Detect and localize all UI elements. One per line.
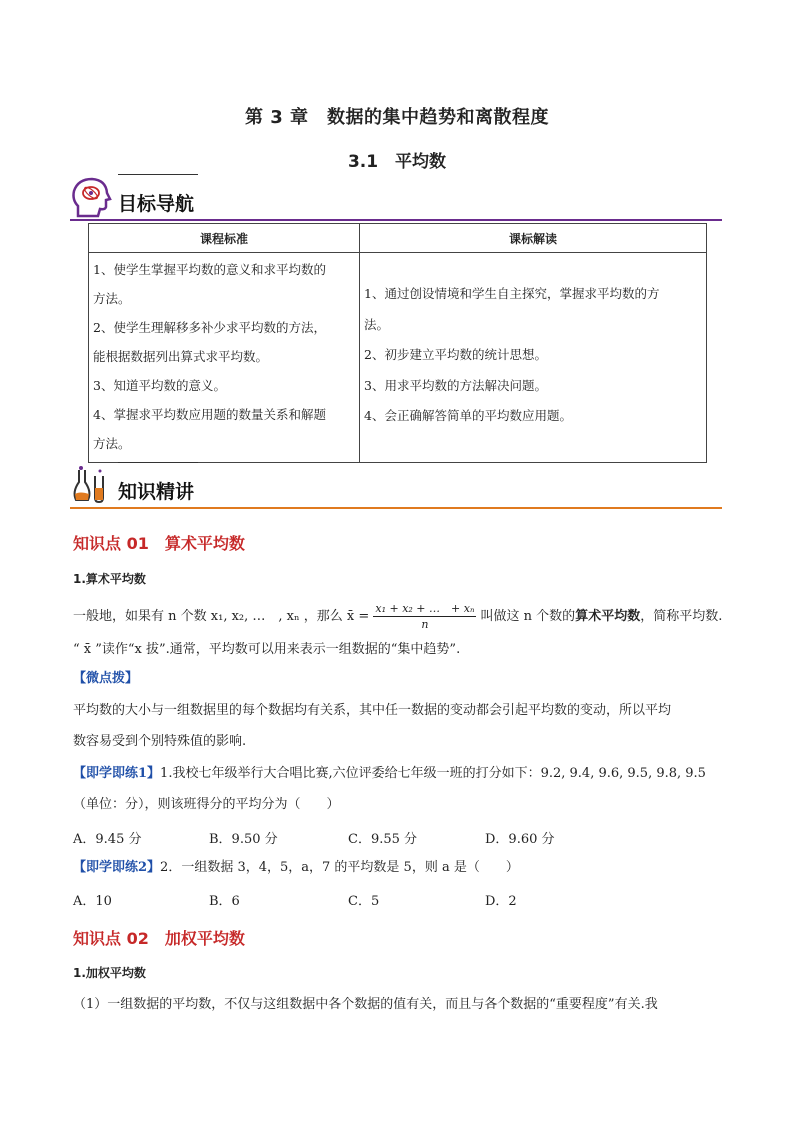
mean-formula bbox=[373, 601, 476, 632]
banner-goals-label: 目标导航 bbox=[118, 193, 195, 215]
banner-knowledge bbox=[70, 462, 722, 506]
exercise-1-option[interactable]: A．9.45 分 bbox=[73, 832, 142, 847]
banner-goals-rule bbox=[70, 219, 722, 221]
interpretation-line: 法。 bbox=[364, 316, 390, 332]
head-brain-icon bbox=[70, 176, 112, 218]
standard-line: 方法。 bbox=[93, 436, 131, 451]
kp2-heading: 知识点 02 加权平均数 bbox=[73, 929, 245, 948]
standard-line: 4、掌握求平均数应用题的数量关系和解题 bbox=[93, 407, 326, 422]
kp1-reading-note: “ x̄ ”读作“x 拔”.通常，平均数可以用来表示一组数据的“集中趋势”. bbox=[73, 642, 461, 657]
interpretation-line: 2、初步建立平均数的统计思想。 bbox=[364, 347, 547, 362]
banner-goals bbox=[70, 174, 722, 218]
kp2-subheading: 1.加权平均数 bbox=[73, 966, 146, 980]
exercise-2-option[interactable]: C．5 bbox=[348, 894, 380, 909]
interpretation-line: 3、用求平均数的方法解决问题。 bbox=[364, 377, 547, 393]
standard-line: 2、使学生理解移多补少求平均数的方法， bbox=[93, 320, 326, 335]
exercise-1-line2: （单位：分），则该班得分的平均分为（ ） bbox=[73, 797, 340, 812]
section-title: 3.1 平均数 bbox=[347, 152, 447, 172]
exercise-1-text: 1.我校七年级举行大合唱比赛,六位评委给七年级一班的打分如下：9.2, 9.4, 9.6, 9.5, 9.8, 9.5 bbox=[160, 766, 706, 781]
exercise-2-option[interactable]: B．6 bbox=[209, 894, 240, 909]
banner-knowledge-label: 知识精讲 bbox=[118, 481, 195, 503]
banner-knowledge-rule bbox=[70, 507, 722, 509]
interpretation-line: 1、通过创设情境和学生自主探究，掌握求平均数的方 bbox=[364, 286, 660, 301]
exercise-1 bbox=[73, 764, 725, 784]
standards-cell bbox=[89, 253, 360, 463]
standard-line: 1、使学生掌握平均数的意义和求平均数的 bbox=[93, 262, 326, 277]
table-header-interpretation: 课标解读 bbox=[360, 224, 707, 253]
standard-line: 能根据数据列出算式求平均数。 bbox=[93, 349, 269, 364]
exercise-1-label: 【即学即练1】 bbox=[73, 766, 161, 781]
exercise-2 bbox=[73, 858, 725, 878]
interpretation-line: 4、会正确解答简单的平均数应用题。 bbox=[364, 408, 572, 423]
kp1-def-post-b: ，简称平均数. bbox=[640, 609, 723, 624]
kp1-subheading: 1.算术平均数 bbox=[73, 572, 146, 586]
kp2-line: （1）一组数据的平均数，不仅与这组数据中各个数据的值有关，而且与各个数据的“重要程度”有关.我 bbox=[73, 997, 658, 1012]
exercise-1-option[interactable]: D．9.60 分 bbox=[485, 832, 555, 847]
tip-line: 平均数的大小与一组数据里的每个数据均有关系，其中任一数据的变动都会引起平均数的变动，所以平均 bbox=[73, 703, 672, 718]
exercise-2-option[interactable]: D．2 bbox=[485, 894, 517, 909]
formula-denominator: n bbox=[421, 618, 429, 631]
table-header-standard: 课程标准 bbox=[89, 224, 360, 253]
kp1-def-pre: 一般地，如果有 n 个数 x₁, x₂, … , xₙ ，那么 x̄ = bbox=[73, 609, 370, 624]
tip-label: 【微点拨】 bbox=[73, 671, 139, 686]
interpretation-cell bbox=[360, 253, 707, 463]
exercise-1-option[interactable]: B．9.50 分 bbox=[209, 832, 278, 847]
formula-numerator: x₁ + x₂ + … + xₙ bbox=[375, 602, 475, 615]
tip-line: 数容易受到个别特殊值的影响. bbox=[73, 734, 247, 749]
kp1-definition bbox=[73, 601, 725, 632]
exercise-2-label: 【即学即练2】 bbox=[73, 860, 161, 875]
kp1-def-post-a: 叫做这 n 个数的 bbox=[480, 609, 576, 624]
standard-line: 方法。 bbox=[93, 291, 131, 306]
exercise-1-option[interactable]: C．9.55 分 bbox=[348, 832, 418, 847]
kp1-heading: 知识点 01 算术平均数 bbox=[73, 534, 245, 553]
standard-line: 3、知道平均数的意义。 bbox=[93, 378, 226, 393]
goals-table bbox=[88, 223, 707, 463]
kp1-def-bold: 算术平均数 bbox=[575, 609, 641, 624]
flask-icon bbox=[70, 464, 112, 506]
exercise-2-text: 2．一组数据 3，4，5，a，7 的平均数是 5，则 a 是（ ） bbox=[160, 860, 519, 875]
exercise-2-option[interactable]: A．10 bbox=[73, 894, 112, 909]
chapter-title: 第 3 章 数据的集中趋势和离散程度 bbox=[244, 107, 550, 128]
